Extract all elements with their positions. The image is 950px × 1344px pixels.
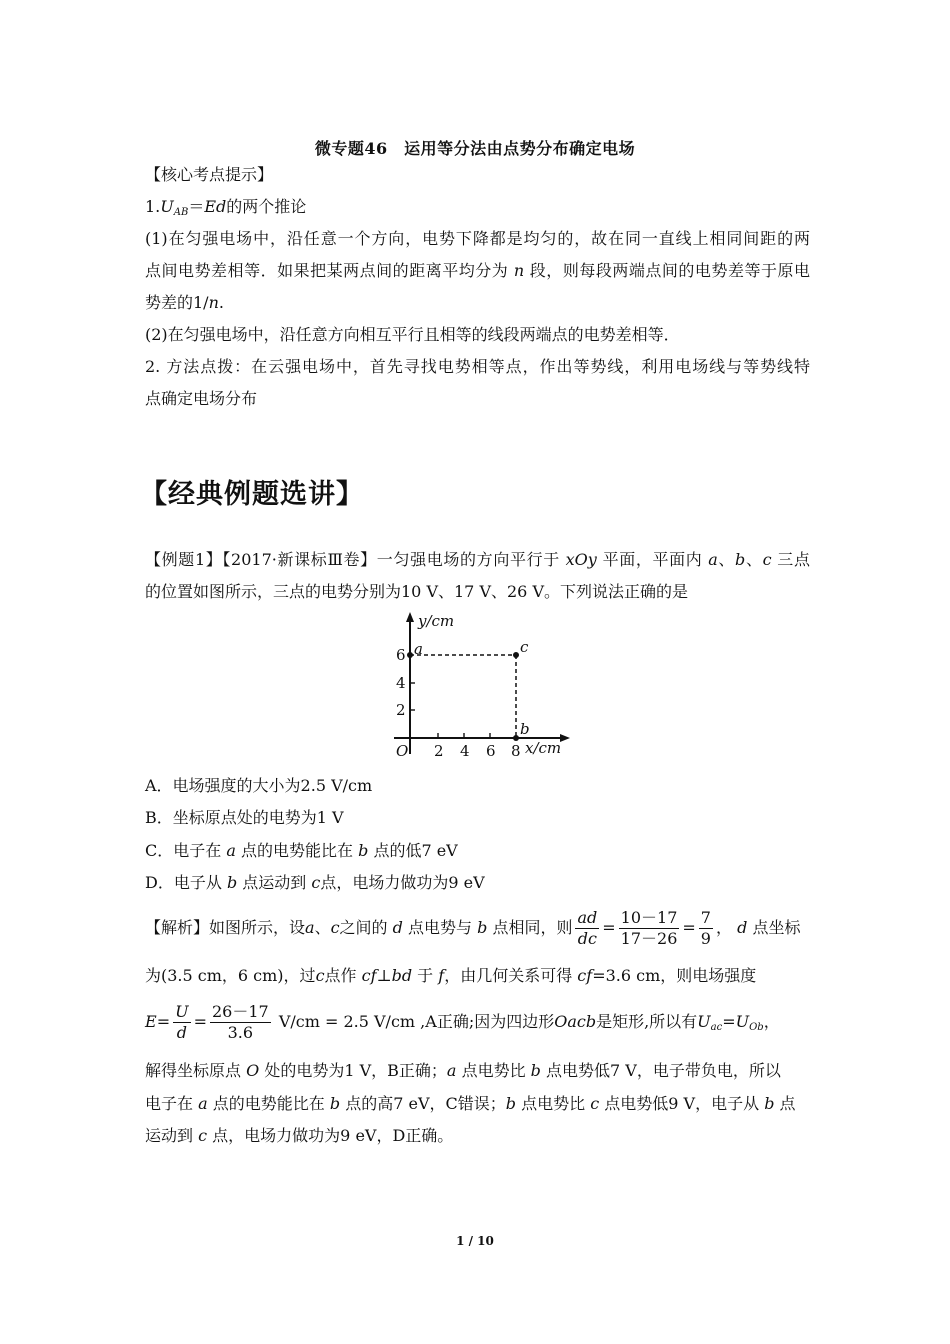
point-c-dot <box>513 652 519 658</box>
core-item-1 <box>145 197 810 223</box>
var: U <box>697 1012 711 1031</box>
text: 的两个推论 <box>226 197 307 216</box>
text: = <box>602 918 616 937</box>
text: ， <box>763 1012 780 1031</box>
var: b <box>226 873 238 892</box>
y-tick-6: 6 <box>396 646 406 664</box>
var: c <box>330 918 340 937</box>
var: b <box>530 1061 541 1080</box>
text: 点的低7 eV <box>373 841 458 860</box>
text: 点 <box>779 1094 796 1113</box>
numerator: U <box>175 1002 189 1021</box>
core-p1-line2 <box>145 261 810 281</box>
text: 处的电势为1 V，B正确； <box>264 1061 447 1080</box>
text: ⊥ <box>376 966 392 985</box>
text: 势差的1/ <box>145 293 209 312</box>
text: ,A正确;因为四边形 <box>420 1012 555 1031</box>
fraction-field <box>210 1002 271 1043</box>
var: a <box>446 1061 457 1080</box>
text: 、 <box>717 550 736 569</box>
text: 电子在 <box>145 1094 194 1113</box>
coordinate-figure <box>384 608 570 762</box>
text: 点电势比 <box>521 1094 586 1113</box>
core-header: 【核心考点提示】 <box>145 165 274 184</box>
page-title: 微专题46 运用等分法由点势分布确定电场 <box>314 139 636 158</box>
var: a <box>305 918 315 937</box>
text: 平面，平面内 <box>602 550 703 569</box>
var: U <box>735 1012 750 1031</box>
analysis-line4 <box>145 1061 810 1081</box>
denominator: d <box>176 1023 187 1042</box>
point-a-label: a <box>414 640 423 658</box>
core-p1-line1: (1)在匀强电场中，沿任意一个方向，电势下降都是均匀的，故在同一直线上相同间距的两 <box>145 229 810 248</box>
var: c <box>315 966 325 985</box>
text: 运动到 <box>145 1126 194 1145</box>
x-axis-arrow <box>560 734 570 742</box>
var: a <box>226 841 236 860</box>
var: c <box>198 1126 208 1145</box>
core-p2: (2)在匀强电场中，沿任意方向相互平行且相等的线段两端点的电势差相等． <box>145 325 680 344</box>
option-c <box>145 841 810 861</box>
text: C．电子在 <box>145 841 222 860</box>
text: 点，电场力做功为9 eV，D正确。 <box>212 1126 454 1145</box>
var: Ed <box>204 197 227 216</box>
text: 点相同，则 <box>492 918 573 937</box>
option-d <box>145 873 810 893</box>
var: d <box>392 918 403 937</box>
page-number: 1 / 10 <box>456 1234 494 1248</box>
var: c <box>762 550 772 569</box>
option-a: A．电场强度的大小为2.5 V/cm <box>145 776 373 795</box>
var: d <box>737 918 748 937</box>
method-line1: 2. 方法点拨：在云强电场中，首先寻找电势相等点，作出等势线，利用电场线与等势线特 <box>145 357 810 376</box>
var: xOy <box>565 550 597 569</box>
text: . <box>218 293 224 312</box>
point-b-label: b <box>520 720 530 738</box>
text: 点电势低9 V，电子从 <box>604 1094 760 1113</box>
section-title: 【经典例题选讲】 <box>140 479 364 510</box>
text: 三点 <box>777 550 810 569</box>
origin-label: O <box>396 742 409 760</box>
numerator: ad <box>577 908 598 927</box>
text: 点运动到 <box>242 873 307 892</box>
denominator: 17－26 <box>620 929 678 948</box>
text: 、 <box>314 918 331 937</box>
var: b <box>477 918 488 937</box>
var: b <box>358 841 369 860</box>
x-tick-2: 2 <box>434 742 444 760</box>
var: n <box>513 261 525 280</box>
text: 点的电势能比在 <box>240 841 353 860</box>
x-tick-6: 6 <box>486 742 496 760</box>
var: bd <box>391 966 413 985</box>
text: 解得坐标原点 <box>145 1061 242 1080</box>
denominator: 3.6 <box>227 1023 254 1042</box>
var: a <box>708 550 718 569</box>
y-tick-4: 4 <box>396 674 406 692</box>
y-axis-label: y/cm <box>418 612 455 630</box>
text: =3.6 cm，则电场强度 <box>592 966 757 985</box>
text: 点电势比 <box>461 1061 526 1080</box>
point-b-dot <box>513 735 519 741</box>
text: = <box>722 1012 736 1031</box>
text: 点的高7 eV，C错误； <box>345 1094 506 1113</box>
fraction-values <box>619 908 680 949</box>
text: = <box>156 1012 171 1031</box>
var: b <box>329 1094 341 1113</box>
fraction-result <box>699 908 713 949</box>
text: 点电势低7 V，电子带负电，所以 <box>546 1061 781 1080</box>
text: ，由几何关系可得 <box>444 966 573 985</box>
text: 段，则每段两端点间的电势差等于原电 <box>529 261 810 280</box>
var: cf <box>361 966 377 985</box>
option-b: B．坐标原点处的电势为1 V <box>145 808 344 827</box>
text: 点，电场力做功为9 eV <box>320 873 485 892</box>
core-p1-line3 <box>145 293 810 313</box>
denominator: 9 <box>700 929 711 948</box>
numerator: 26－17 <box>211 1002 269 1021</box>
text: V/cm = 2.5 V/cm <box>278 1012 416 1031</box>
var-sub: AB <box>173 207 189 218</box>
text: 为(3.5 cm，6 cm)，过 <box>145 966 316 985</box>
analysis-line6 <box>145 1126 810 1146</box>
text: 、 <box>745 550 763 569</box>
text: ， <box>715 918 732 937</box>
text: 【例题1】【2017·新课标Ⅲ卷】一匀强电场的方向平行于 <box>145 550 560 569</box>
fraction-U-d <box>173 1002 190 1043</box>
y-axis-arrow <box>406 612 414 622</box>
var: U <box>160 197 174 216</box>
text: 点间电势差相等．如果把某两点间的距离平均分为 <box>145 261 509 280</box>
example-line1 <box>145 550 810 570</box>
numerator: 7 <box>700 908 711 927</box>
denominator: dc <box>577 929 597 948</box>
var-sub: Ob <box>749 1022 764 1033</box>
text: 点电势与 <box>408 918 473 937</box>
text: 点坐标 <box>752 918 801 937</box>
var-sub: ac <box>710 1022 723 1033</box>
method-line2: 点确定电场分布 <box>145 389 258 408</box>
numerator: 10－17 <box>620 908 678 927</box>
var: Oacb <box>554 1012 597 1031</box>
analysis-line1 <box>145 906 810 950</box>
x-axis-label: x/cm <box>525 739 562 757</box>
x-tick-4: 4 <box>460 742 470 760</box>
var: b <box>735 550 746 569</box>
text: 是矩形,所以有 <box>596 1012 698 1031</box>
var: E <box>145 1012 157 1031</box>
analysis-line5 <box>145 1094 810 1114</box>
var: a <box>198 1094 208 1113</box>
var: n <box>208 293 219 312</box>
var: f <box>438 966 445 985</box>
fraction-ad-dc <box>575 908 599 949</box>
text: 点作 <box>324 966 357 985</box>
x-tick-8: 8 <box>511 742 521 760</box>
var: c <box>311 873 321 892</box>
text: = <box>682 918 696 937</box>
text: = <box>193 1012 207 1031</box>
example-line2: 的位置如图所示，三点的电势分别为10 V、17 V、26 V。下列说法正确的是 <box>145 582 689 601</box>
var: b <box>764 1094 775 1113</box>
analysis-line2 <box>145 966 810 986</box>
var: b <box>505 1094 516 1113</box>
var: O <box>246 1061 260 1080</box>
var: cf <box>577 966 593 985</box>
text: 1. <box>145 197 161 216</box>
text: 点的电势能比在 <box>212 1094 325 1113</box>
text: 之间的 <box>339 918 388 937</box>
point-c-label: c <box>520 638 529 656</box>
text: ＝ <box>188 197 205 216</box>
text: 于 <box>417 966 434 985</box>
var: c <box>590 1094 600 1113</box>
point-a-dot <box>407 652 413 658</box>
y-tick-2: 2 <box>396 701 406 719</box>
text: 【解析】如图所示，设 <box>145 918 306 937</box>
analysis-line3 <box>145 1000 810 1044</box>
text: D．电子从 <box>145 873 222 892</box>
